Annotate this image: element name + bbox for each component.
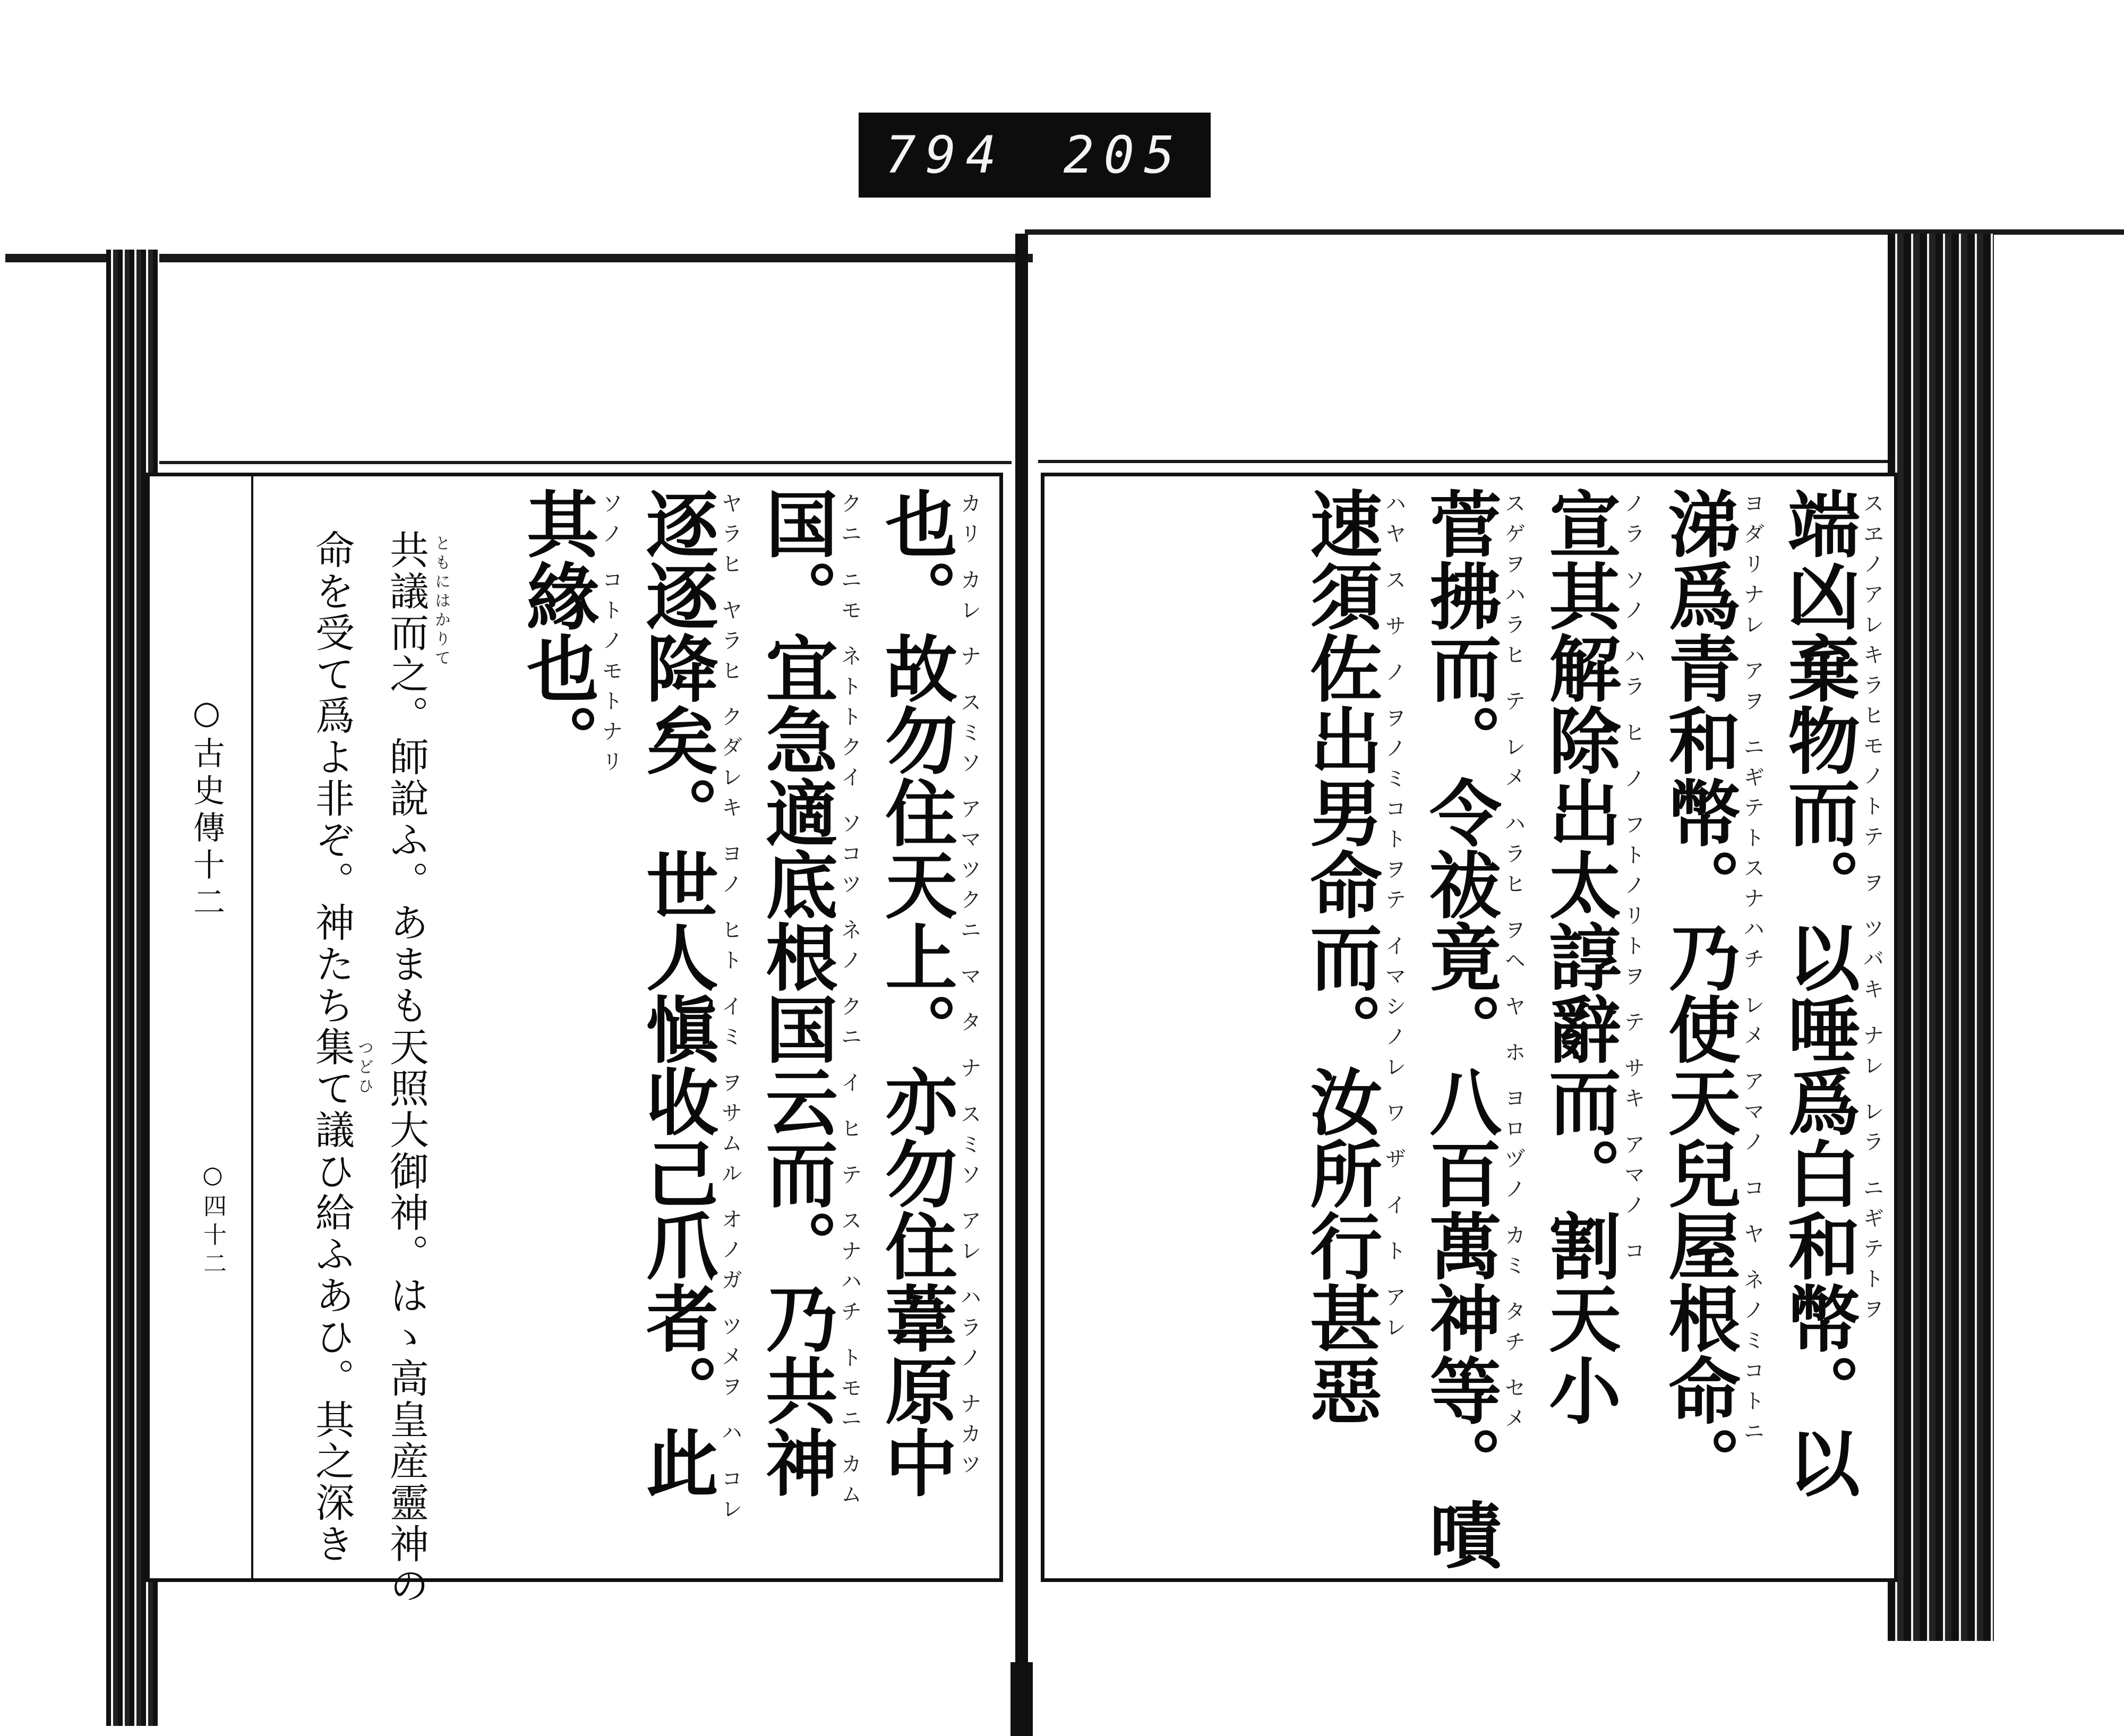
text-column: 速須佐出男命而。汝所行甚惡	[1297, 487, 1381, 1426]
furigana-column: ノラ ソノ ハラ ヒ ノ フトノリトヲ テ サキ アマノ コ	[1621, 492, 1645, 1270]
frame-number-left: 794	[885, 125, 1006, 185]
commentary-note: 共議而之。師說ふ。あまも天照大御神。はゝ高皇産靈神の	[383, 529, 429, 1606]
book-spine-foot	[1010, 1662, 1033, 1736]
text-column: 逐逐降矣。世人愼收己爪者。此	[633, 487, 717, 1498]
margin-title: ○古史傳十二	[188, 694, 225, 922]
text-column: 国。宜急適底根国云而。乃共神	[753, 487, 837, 1498]
furigana-column: カリ カレ ナ スミソ アマツクニ マ タ ナ スミソ アレ ハラノ ナカツ	[957, 492, 981, 1483]
top-rule-left	[5, 254, 1033, 262]
book-spine	[1015, 234, 1028, 1705]
right-page-ruling	[1038, 460, 1888, 463]
text-column: 其緣也。	[514, 487, 598, 776]
text-column: 端凶棄物而。以唾爲白和幣。以	[1775, 487, 1859, 1498]
furigana-column: ハヤ ス サ ノ ヲノミコトヲテ イマシノレ ワ ザ イ ト アレ	[1382, 492, 1406, 1347]
text-column: 涕爲青和幣。乃使天兒屋根命。	[1656, 487, 1740, 1498]
text-column: 宣其解除出太諄辭而。割天小	[1536, 487, 1620, 1426]
furigana-column: ソノ コトノモトナリ	[598, 492, 623, 781]
furigana-column: スゲヲハラヒ テ レメ ハラヒ ヲヘ ヤ ホ ヨロヅノ カミ タチ セメ	[1501, 492, 1526, 1438]
left-page-text-panel	[146, 473, 1003, 1606]
margin-rule	[251, 476, 253, 1578]
furigana-column: クニ ニモ ネトトクイ ソコツ ネノ クニ イ ヒ テ スナハチ トモニ カム	[837, 492, 862, 1513]
frame-number-right: 205	[1063, 125, 1184, 185]
furigana-column: スヱノアレキラヒモノトテ ヲ ツバキ ナレ レラ ニギテトヲ	[1860, 492, 1884, 1328]
right-page-edge	[1888, 234, 1994, 1641]
commentary-note: 命を受て爲よ非ぞ。神たち集て議ひ給ふあひ。其之深き	[309, 529, 355, 1565]
note-furigana: つどひ	[355, 1039, 373, 1097]
text-column: 也。故勿住天上。亦勿住葦原中	[872, 487, 956, 1498]
note-furigana: ともにはかりて	[432, 535, 450, 669]
furigana-column: ヤラヒ ヤラヒ クダレキ ヨノ ヒト イミ ヲサムル オノガ ツメヲ ハ コレ	[718, 492, 742, 1528]
furigana-column: ヨダリナレ アヲ ニギテトスナハチ レメ アマノ コ ヤ ネノミコトニ	[1740, 492, 1765, 1451]
right-page-text-panel	[1041, 473, 1898, 1582]
left-page-ruling	[159, 461, 1012, 464]
frame-number-tag	[859, 113, 1211, 198]
margin-page-number: ○四十二	[199, 1161, 226, 1280]
text-column: 菅拂而。令祓竟。八百萬神等。嘖	[1417, 487, 1501, 1570]
